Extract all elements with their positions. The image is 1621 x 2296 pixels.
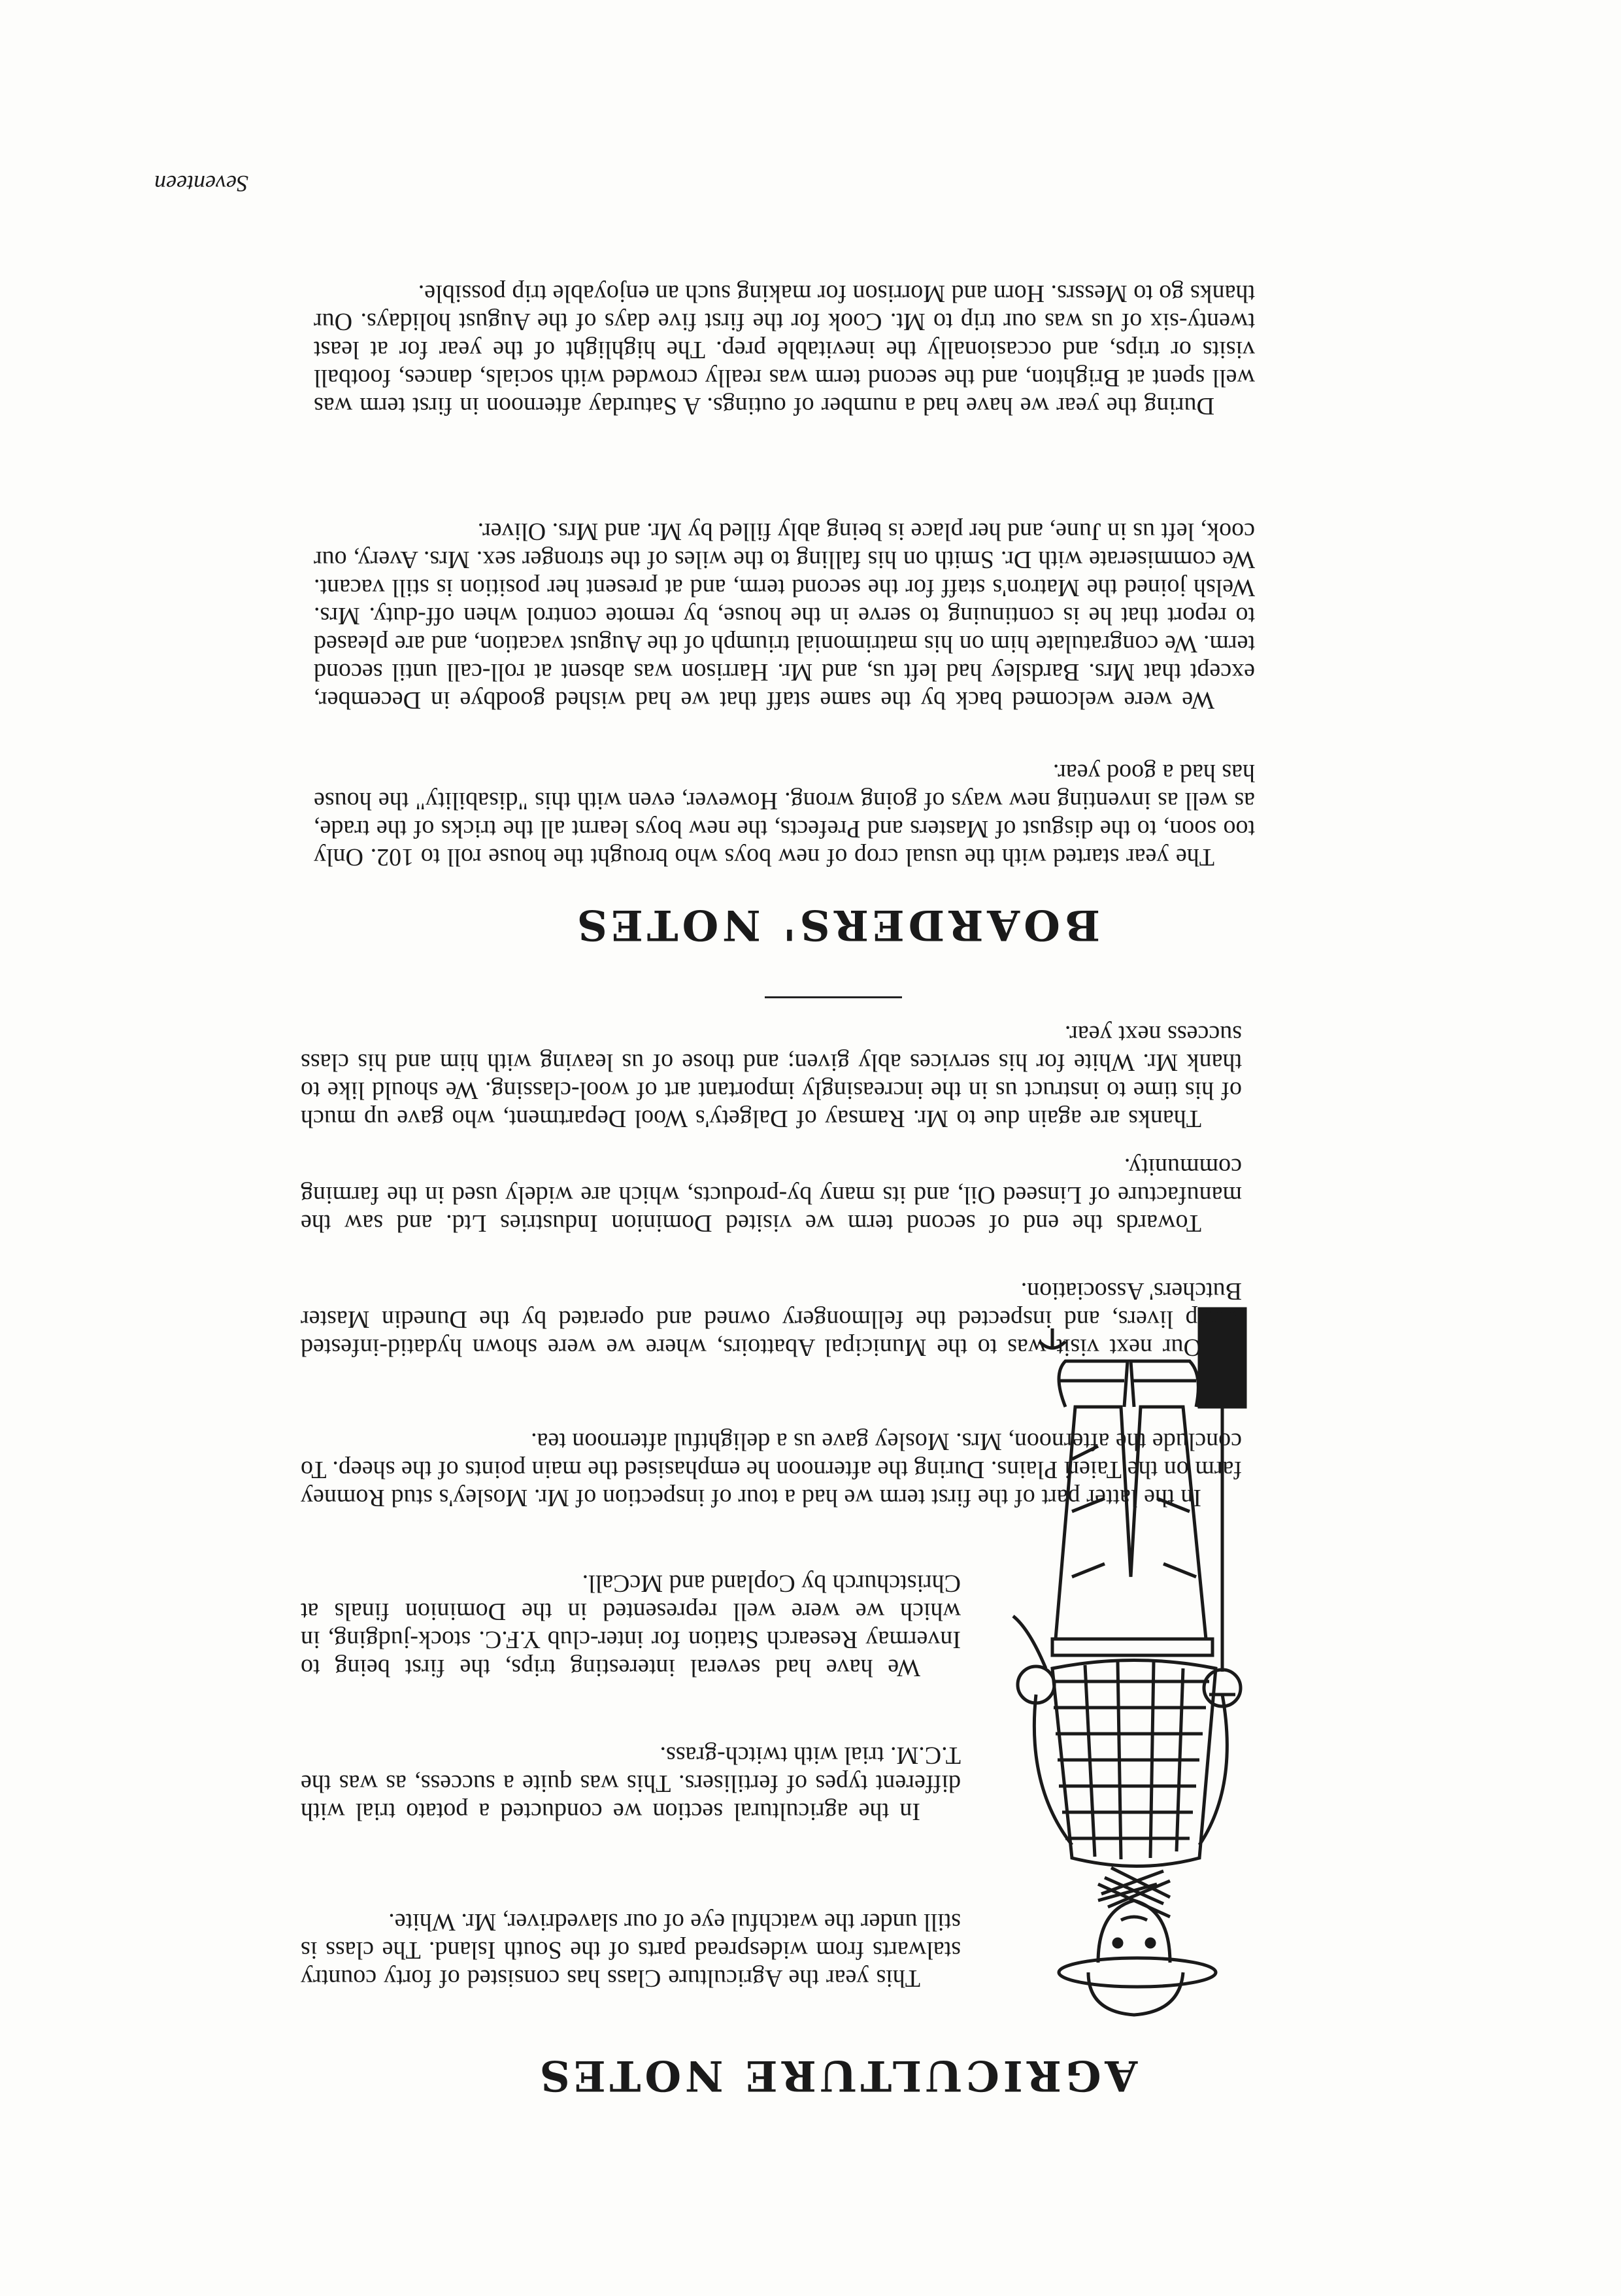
agriculture-paragraph: Thanks are again due to Mr. Ramsay of Dalgety's Wool Department, who gave up much of his time to instruct us in the increasingly important art of wool-classing. We should like to thank Mr. White for his services ably given; and those of us leaving with him and his class success next year. [301,1021,1242,1132]
agriculture-paragraph: This year the Agriculture Class has consisted of forty country stalwarts from widespread parts of the South Island. The class is still under the watchful eye of our slavedriver, Mr. White. [301,1908,961,1992]
page-folio: Seventeen [154,171,248,197]
boarders-paragraph: We were welcomed back by the same staff that we had wished goodbye in December, except that Mrs. Bardsley had left us, and Mr. Harrison was absent at roll-call until second term. We congratulate him on his matrimonial triumph of the August vacation, and are pleased to report that he is continuing to serve in the house, by remote control when off-duty. Mrs. Welsh joined the Matron's staff for the second term, and at present her position is still vacant. We commiserate with Dr. Smith on his falling to the wiles of the stronger sex. Mrs. Avery, our cook, left us in June, and her place is being ably filled by Mr. and Mrs. Oliver. [314,518,1255,714]
agriculture-paragraph: We have had several interesting trips, the first being to Invermay Research Station for inter-club Y.F.C. stock-judging, in which we were well represented in the Dominion finals at Christchurch by Copland and McCall. [301,1570,961,1681]
boarders-heading: BOARDERS' NOTES [573,900,1101,949]
agriculture-paragraph: In the agricultural section we conducted a potato trial with different types of fertilisers. This was quite a success, as was the T.C.M. trial with twitch-grass. [301,1742,961,1825]
farmer-with-spade-icon [987,1263,1262,2034]
agriculture-paragraph: Towards the end of second term we visited Dominion Industries Ltd. and saw the manufacture of Linseed Oil, and its many by-products, which are widely used in the farming community. [301,1153,1242,1237]
agriculture-paragraph: In the latter part of the first term we had a tour of inspection of Mr. Mosley's stud Romney farm on the Taieri Plains. During the afternoon he emphasised the main points of the sheep. To conclude the afternoon, Mrs. Mosley gave us a delightful afternoon tea. [301,1428,1242,1511]
boarders-paragraph: The year started with the usual crop of new boys who brought the house roll to 102. Only too soon, to the disgust of Masters and Prefects, the new boys learnt all the tricks of the trade, as well as inventing new ways of going wrong. However, even with this "disability" the house has had a good year. [314,759,1255,871]
agriculture-paragraph: Our next visit was to the Municipal Abattoirs, where we were shown hydatid-infested sheep livers, and inspected the fellmongery owned and operated by the Dunedin Master Butchers' Association. [301,1277,1242,1361]
agriculture-heading: AGRICULTURE NOTES [535,2051,1138,2100]
boarders-paragraph: During the year we have had a number of outings. A Saturday afternoon in first term was well spent at Brighton, and the second term was really crowded with socials, dances, football visits or trips, and occasionally the inevitable prep. The highlight of the year for at least twenty-six of us was our trip to Mt. Cook for the first five days of the August holidays. Our thanks go to Messrs. Horn and Morrison for making such an enjoyable trip possible. [314,280,1255,420]
section-divider [765,996,902,998]
